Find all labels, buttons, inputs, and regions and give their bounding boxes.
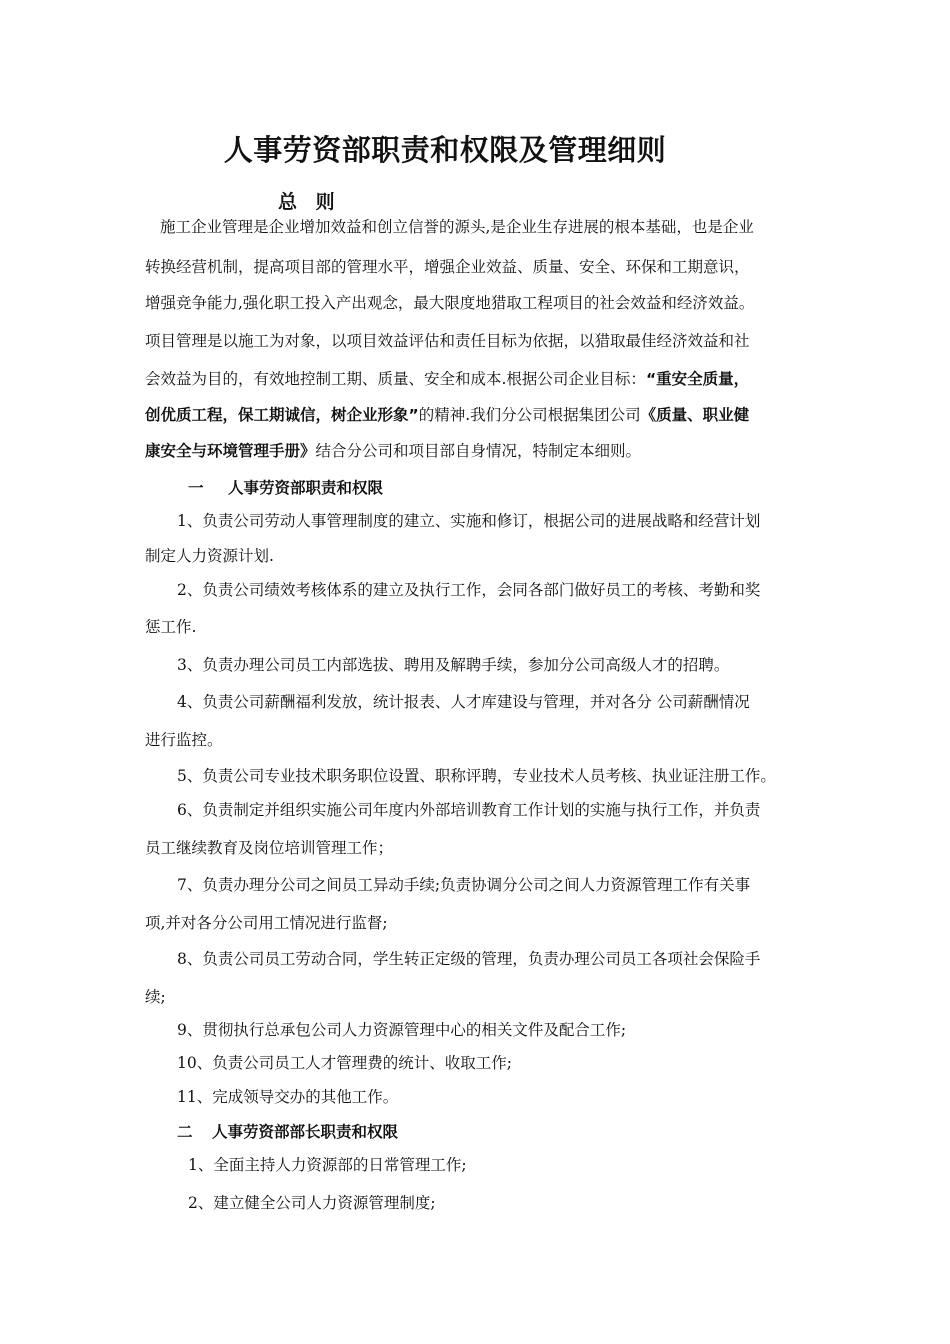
general-heading: 总 则 [278, 191, 341, 213]
section1-number: 一 [188, 479, 204, 497]
intro-line-6 [145, 405, 825, 425]
s1-line-4: 惩工作. [145, 618, 197, 636]
section2-heading: 人事劳资部部长职责和权限 [212, 1123, 399, 1141]
s1-line-16: 10、负责公司员工人才管理费的统计、收取工作; [177, 1054, 512, 1072]
section1-heading: 人事劳资部职责和权限 [228, 479, 384, 497]
document-title: 人事劳资部职责和权限及管理细则 [223, 133, 667, 167]
intro-line-5-text: 会效益为目的，有效地控制工期、质量、安全和成本.根据公司企业目标： [145, 370, 646, 388]
s1-line-17: 11、完成领导交办的其他工作。 [177, 1088, 399, 1106]
s1-line-2: 制定人力资源计划. [145, 547, 274, 565]
s1-line-1: 1、负责公司劳动人事管理制度的建立、实施和修订，根据公司的进展战略和经营计划 [177, 512, 761, 530]
intro-line-2: 转换经营机制，提高项目部的管理水平，增强企业效益、质量、安全、环保和工期意识， [145, 258, 750, 276]
intro-line-6-text: 的精神.我们分公司根据集团公司 [418, 406, 641, 424]
s1-line-8: 5、负责公司专业技术职务职位设置、职称评聘，专业技术人员考核、执业证注册工作。 [177, 767, 776, 785]
intro-line-7-text: 结合分公司和项目部自身情况，特制定本细则。 [315, 442, 642, 460]
intro-line-7 [145, 441, 825, 461]
s1-line-3: 2、负责公司绩效考核体系的建立及执行工作，会同各部门做好员工的考核、考勤和奖 [177, 581, 761, 599]
company-goal-quote-start: “重安全质量， [645, 370, 750, 388]
s1-line-9: 6、负责制定并组织实施公司年度内外部培训教育工作计划的实施与执行工作，并负责 [177, 801, 761, 819]
s1-line-12: 项,并对各分公司用工情况进行监督; [145, 914, 388, 932]
s1-line-14: 续; [145, 988, 166, 1006]
s1-line-10: 员工继续教育及岗位培训管理工作； [145, 839, 394, 857]
s1-line-7: 进行监控。 [145, 731, 223, 749]
intro-line-5 [145, 369, 825, 389]
intro-line-4: 项目管理是以施工为对象，以项目效益评估和责任目标为依据，以猎取最佳经济效益和社 [145, 332, 750, 350]
manual-title-end: 康安全与环境管理手册》 [145, 442, 316, 460]
s1-line-15: 9、贯彻执行总承包公司人力资源管理中心的相关文件及配合工作; [177, 1021, 627, 1039]
s1-line-11: 7、负责办理分公司之间员工异动手续;负责协调分公司之间人力资源管理工作有关事 [177, 876, 751, 894]
s1-line-6: 4、负责公司薪酬福利发放，统计报表、人才库建设与管理，并对各分 公司薪酬情况 [177, 693, 750, 711]
intro-line-3: 增强竞争能力,强化职工投入产出观念，最大限度地猎取工程项目的社会效益和经济效益。 [145, 294, 755, 312]
s1-line-5: 3、负责办理公司员工内部选拔、聘用及解聘手续，参加分公司高级人才的招聘。 [177, 656, 730, 674]
s2-line-2: 2、建立健全公司人力资源管理制度; [188, 1194, 436, 1212]
manual-title-start: 《质量、职业健 [640, 406, 750, 424]
s1-line-13: 8、负责公司员工劳动合同，学生转正定级的管理，负责办理公司员工各项社会保险手 [177, 950, 761, 968]
company-goal-quote-end: 创优质工程，保工期诚信，树企业形象” [145, 406, 419, 424]
section2-number: 二 [177, 1123, 193, 1141]
s2-line-1: 1、全面主持人力资源部的日常管理工作; [188, 1156, 467, 1174]
intro-line-1: 施工企业管理是企业增加效益和创立信誉的源头,是企业生存进展的根本基础，也是企业 [160, 218, 754, 236]
